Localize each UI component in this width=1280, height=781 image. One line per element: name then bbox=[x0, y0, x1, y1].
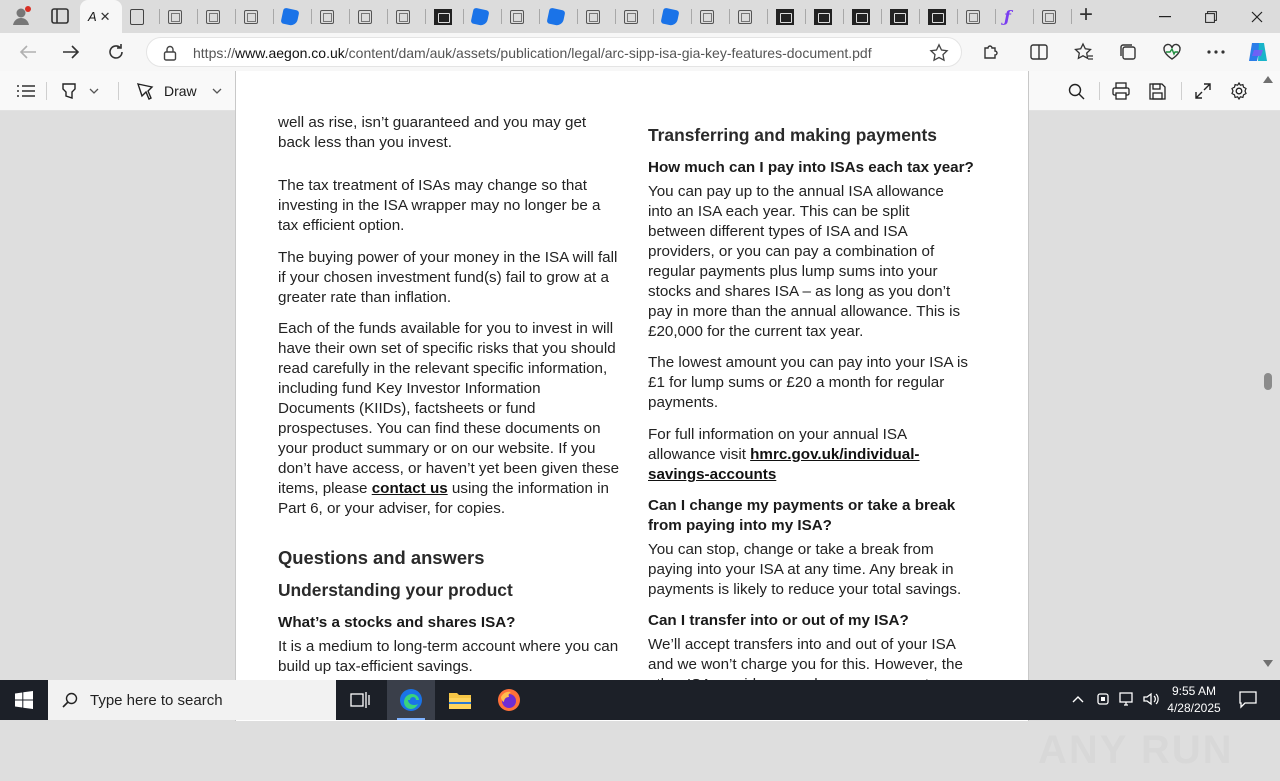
tab-list bbox=[80, 0, 1072, 33]
window-icon bbox=[738, 10, 752, 24]
paragraph: We’ll accept transfers into and out of your ISA and we won’t charge you for this. However, the bbox=[648, 636, 963, 673]
question-heading: Can I transfer into or out of my ISA? bbox=[648, 612, 909, 629]
notification-center-button[interactable] bbox=[1238, 689, 1258, 709]
draw-options-button[interactable] bbox=[212, 79, 222, 103]
pen-icon bbox=[136, 82, 154, 100]
taskbar-file-explorer[interactable] bbox=[436, 680, 484, 720]
heart-pulse-icon bbox=[1162, 43, 1182, 61]
tab-actions-icon[interactable] bbox=[47, 4, 73, 28]
search-icon bbox=[1068, 83, 1085, 100]
draw-button[interactable] bbox=[136, 79, 197, 103]
restore-icon bbox=[1205, 11, 1217, 23]
tab-item[interactable] bbox=[616, 0, 654, 33]
minimize-icon bbox=[1159, 16, 1171, 18]
start-button[interactable] bbox=[0, 680, 48, 720]
tab-item[interactable] bbox=[350, 0, 388, 33]
back-arrow-icon bbox=[19, 44, 37, 60]
anyrun-watermark bbox=[1038, 719, 1238, 781]
task-view-icon bbox=[350, 691, 370, 709]
chevron-down-icon bbox=[89, 88, 99, 94]
tab-item[interactable] bbox=[198, 0, 236, 33]
pdf-settings-button[interactable] bbox=[1230, 79, 1248, 103]
hmrc-allowance-link[interactable]: hmrc.gov.uk/individual-savings-accounts bbox=[648, 446, 920, 483]
tab-item[interactable] bbox=[654, 0, 692, 33]
dark-app-icon bbox=[928, 9, 946, 25]
tab-item[interactable] bbox=[578, 0, 616, 33]
highlight-button[interactable] bbox=[60, 79, 78, 103]
tab-item[interactable] bbox=[274, 0, 312, 33]
tab-item[interactable] bbox=[426, 0, 464, 33]
speaker-icon bbox=[1142, 690, 1160, 708]
puzzle-icon bbox=[982, 43, 1000, 61]
clock-date: 4/28/2025 bbox=[1167, 701, 1221, 715]
window-icon bbox=[586, 10, 600, 24]
expand-icon bbox=[1195, 83, 1211, 99]
window-icon bbox=[320, 10, 334, 24]
collections-icon bbox=[1119, 43, 1137, 61]
tab-item[interactable] bbox=[1034, 0, 1072, 33]
window-icon bbox=[358, 10, 372, 24]
tab-strip bbox=[0, 0, 1280, 33]
split-screen-button[interactable] bbox=[1025, 39, 1053, 65]
find-button[interactable] bbox=[1068, 79, 1085, 103]
printer-icon bbox=[1112, 82, 1130, 100]
back-button[interactable] bbox=[14, 39, 42, 65]
favorites-icon bbox=[1074, 42, 1094, 62]
highlight-options-button[interactable] bbox=[89, 79, 99, 103]
window-icon bbox=[206, 10, 220, 24]
tab-item[interactable] bbox=[882, 0, 920, 33]
window-icon bbox=[700, 10, 714, 24]
restore-button[interactable] bbox=[1188, 0, 1234, 33]
tab-item[interactable] bbox=[160, 0, 198, 33]
highlighter-icon bbox=[60, 82, 78, 100]
split-screen-icon bbox=[1030, 44, 1048, 60]
tab-item[interactable] bbox=[312, 0, 350, 33]
watermark-text: ANY RUN bbox=[1038, 727, 1234, 772]
save-button[interactable] bbox=[1149, 79, 1166, 103]
blue-shape-icon bbox=[281, 7, 300, 26]
scrollbar-thumb[interactable] bbox=[1264, 373, 1272, 390]
tab-item[interactable] bbox=[122, 0, 160, 33]
browser-essentials-button[interactable] bbox=[1158, 39, 1186, 65]
favorites-button[interactable] bbox=[1070, 39, 1098, 65]
tab-item[interactable] bbox=[692, 0, 730, 33]
tab-item[interactable] bbox=[768, 0, 806, 33]
blue-shape-icon bbox=[547, 7, 566, 26]
windows-logo-icon bbox=[15, 691, 33, 709]
tab-title: A bbox=[88, 9, 97, 24]
scroll-down-arrow-icon[interactable] bbox=[1263, 660, 1273, 667]
chevron-down-icon bbox=[212, 88, 222, 94]
folder-icon bbox=[448, 690, 472, 710]
paragraph: well as rise, isn’t guaranteed and you may get back less than you invest. bbox=[278, 114, 587, 151]
table-of-contents-icon bbox=[16, 84, 36, 98]
dark-app-icon bbox=[814, 9, 832, 25]
tab-item[interactable] bbox=[388, 0, 426, 33]
copilot-button[interactable] bbox=[1244, 39, 1272, 65]
window-icon bbox=[510, 10, 524, 24]
edge-browser-icon bbox=[399, 688, 423, 712]
more-dots-icon bbox=[1207, 50, 1225, 54]
paragraph: You can pay up to the annual ISA allowance into an ISA each year. This can be split between different types of ISA and ISA providers, or you can pay a combination of regular payments plus lump sums into your stocks and shares ISA – as long as you don’t pay in more than the annual allowance. This is £20,000 for the current tax year. bbox=[648, 183, 961, 340]
notification-icon bbox=[1238, 689, 1258, 709]
paragraph-text: using the information in Part 6, or your adviser, for copies. bbox=[278, 480, 609, 517]
tab-item[interactable] bbox=[502, 0, 540, 33]
italic-f-icon: ƒ bbox=[1004, 7, 1011, 26]
volume-button[interactable] bbox=[1142, 690, 1160, 708]
scroll-up-arrow-icon[interactable] bbox=[1263, 76, 1273, 83]
fullscreen-button[interactable] bbox=[1195, 79, 1211, 103]
dark-app-icon bbox=[434, 9, 452, 25]
window-icon bbox=[624, 10, 638, 24]
subsection-heading: Understanding your product bbox=[278, 580, 513, 600]
refresh-icon bbox=[107, 43, 125, 61]
tab-item[interactable] bbox=[844, 0, 882, 33]
favorite-star-icon[interactable] bbox=[929, 43, 949, 63]
tab-item[interactable] bbox=[236, 0, 274, 33]
tab-item[interactable] bbox=[806, 0, 844, 33]
page-icon bbox=[130, 9, 144, 25]
gear-icon bbox=[1230, 82, 1248, 100]
close-window-button[interactable] bbox=[1234, 0, 1280, 33]
minimize-button[interactable] bbox=[1142, 0, 1188, 33]
url-host: www.aegon.co.uk bbox=[235, 45, 345, 61]
url-path: /content/dam/auk/assets/publication/legal/arc-sipp-isa-gia-key-features-document.pdf bbox=[344, 45, 872, 61]
pdf-page bbox=[235, 71, 1029, 721]
refresh-button[interactable] bbox=[102, 39, 130, 65]
address-bar[interactable] bbox=[146, 37, 962, 67]
dark-app-icon bbox=[852, 9, 870, 25]
network-icon bbox=[1118, 690, 1136, 708]
tray-device-icon[interactable] bbox=[1095, 690, 1111, 708]
paragraph: It is a medium to long-term account where you can build up tax-efficient savings. bbox=[278, 638, 619, 675]
window-icon bbox=[168, 10, 182, 24]
navigation-bar bbox=[0, 33, 1280, 71]
taskbar-firefox[interactable] bbox=[485, 680, 533, 720]
section-heading: Transferring and making payments bbox=[648, 125, 937, 145]
search-icon bbox=[62, 692, 78, 708]
blue-shape-icon bbox=[661, 7, 680, 26]
tab-item[interactable] bbox=[540, 0, 578, 33]
paragraph-text: Each of the funds available for you to invest in will have their own set of specific risks that you should read carefully in the relevant specific information, including fund Key Investor Information Documents (KIIDs), factsheets or fund prospectuses. You can find these documents on your product summary or on our website. If you don’t have access, or haven’t yet been given these items, please bbox=[278, 320, 620, 497]
paragraph: The buying power of your money in the ISA will fall if your chosen investment fund(s) fail to grow at a greater rate than inflation. bbox=[278, 249, 618, 306]
tab-item[interactable] bbox=[996, 0, 1034, 33]
search-placeholder: Type here to search bbox=[90, 691, 223, 709]
profile-avatar-icon[interactable] bbox=[8, 4, 34, 28]
new-tab-button[interactable]: + bbox=[1078, 1, 1093, 28]
paragraph: The lowest amount you can pay into your ISA is £1 for lump sums or £20 a month for regular payments. bbox=[648, 354, 968, 411]
lock-icon[interactable] bbox=[163, 45, 177, 61]
question-heading: What’s a stocks and shares ISA? bbox=[278, 614, 516, 631]
task-view-button[interactable] bbox=[336, 680, 384, 720]
paragraph bbox=[278, 319, 620, 519]
paragraph: The tax treatment of ISAs may change so that investing in the ISA wrapper may no longer be a tax efficient option. bbox=[278, 177, 601, 234]
paragraph bbox=[648, 425, 948, 485]
settings-more-button[interactable] bbox=[1202, 39, 1230, 65]
show-hidden-icons-button[interactable] bbox=[1071, 690, 1085, 708]
collections-button[interactable] bbox=[1114, 39, 1142, 65]
extensions-button[interactable] bbox=[977, 39, 1005, 65]
paragraph: You can stop, change or take a break from paying into your ISA at any time. Any break in payments is likely to reduce your total savings. bbox=[648, 541, 962, 598]
contents-button[interactable] bbox=[16, 79, 36, 103]
tab-item[interactable] bbox=[958, 0, 996, 33]
dark-app-icon bbox=[776, 9, 794, 25]
toolbar-divider bbox=[46, 82, 47, 100]
network-status-icon[interactable] bbox=[1118, 690, 1136, 708]
toolbar-divider bbox=[1181, 82, 1182, 100]
print-button[interactable] bbox=[1112, 79, 1130, 103]
clock-time: 9:55 AM bbox=[1171, 684, 1217, 698]
taskbar-edge[interactable] bbox=[387, 680, 435, 720]
forward-button[interactable] bbox=[57, 39, 85, 65]
tab-item[interactable] bbox=[464, 0, 502, 33]
section-heading: Questions and answers bbox=[278, 547, 485, 568]
tab-item[interactable] bbox=[920, 0, 958, 33]
taskbar-clock[interactable] bbox=[1166, 683, 1222, 717]
toolbar-divider bbox=[118, 82, 119, 100]
tab-close-icon[interactable]: ✕ bbox=[99, 8, 111, 24]
contact-us-link[interactable]: contact us bbox=[371, 480, 448, 497]
draw-label: Draw bbox=[164, 83, 197, 99]
close-icon bbox=[1251, 11, 1263, 23]
toolbar-divider bbox=[1099, 82, 1100, 100]
tab-item[interactable] bbox=[730, 0, 768, 33]
dark-app-icon bbox=[890, 9, 908, 25]
window-icon bbox=[1042, 10, 1056, 24]
question-heading: Can I change my payments or take a break from paying into my ISA? bbox=[648, 497, 956, 534]
window-icon bbox=[396, 10, 410, 24]
paragraph-text: For full information on your annual ISA allowance visit bbox=[648, 426, 907, 463]
url-scheme: https:// bbox=[193, 45, 236, 61]
tab-active[interactable] bbox=[80, 0, 122, 33]
url-text[interactable] bbox=[193, 45, 872, 61]
windows-taskbar bbox=[0, 680, 1280, 720]
chevron-up-icon bbox=[1071, 690, 1085, 708]
firefox-icon bbox=[497, 688, 521, 712]
save-disk-icon bbox=[1149, 83, 1166, 100]
taskbar-search-box[interactable] bbox=[48, 680, 336, 720]
window-icon bbox=[966, 10, 980, 24]
window-icon bbox=[244, 10, 258, 24]
question-heading: How much can I pay into ISAs each tax year? bbox=[648, 159, 974, 176]
forward-arrow-icon bbox=[62, 44, 80, 60]
copilot-icon bbox=[1246, 41, 1270, 63]
usb-device-icon bbox=[1095, 690, 1111, 708]
blue-shape-icon bbox=[471, 7, 490, 26]
